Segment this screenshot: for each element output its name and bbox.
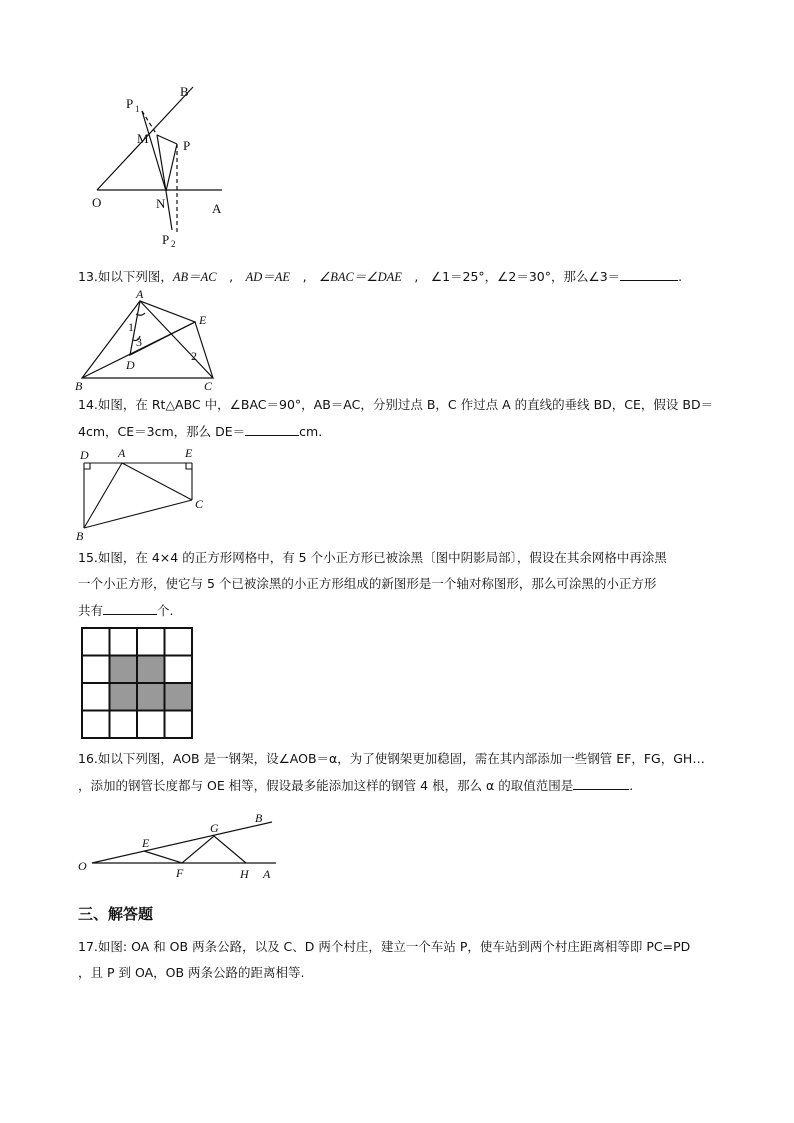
answer-blank-14[interactable] bbox=[245, 423, 299, 436]
label-e: E bbox=[185, 446, 193, 460]
label-e: E bbox=[142, 836, 150, 850]
segment-ba bbox=[84, 463, 122, 528]
q16-line2-end: . bbox=[629, 778, 634, 793]
segment-m-p bbox=[157, 135, 177, 144]
segment-n-p2 bbox=[166, 191, 172, 230]
label-d: D bbox=[80, 448, 89, 462]
grid-cell-shaded bbox=[110, 656, 138, 684]
segment-bc bbox=[84, 500, 192, 528]
label-b: B bbox=[76, 529, 84, 542]
figure-q15-grid bbox=[80, 626, 194, 740]
figure-q12 bbox=[80, 80, 240, 255]
grid-cell bbox=[110, 628, 138, 656]
right-angle-e bbox=[186, 463, 192, 469]
label-p2-sub: 2 bbox=[171, 239, 176, 249]
q13-condition-2: AD＝AE bbox=[245, 270, 291, 284]
q13-end: . bbox=[678, 269, 683, 284]
label-1: 1 bbox=[128, 320, 134, 334]
q13-sep-3: , bbox=[401, 269, 431, 284]
label-3: 3 bbox=[136, 335, 142, 349]
label-f: F bbox=[176, 866, 184, 880]
label-n: N bbox=[156, 196, 166, 211]
answer-blank-15[interactable] bbox=[103, 602, 157, 615]
figure-q13 bbox=[70, 284, 230, 394]
label-a: A bbox=[263, 867, 271, 881]
q13-rest: ∠1＝25°，∠2＝30°，那么∠3＝ bbox=[430, 269, 621, 284]
ray-ob bbox=[92, 822, 272, 863]
label-a: A bbox=[212, 201, 222, 216]
q15-line3-end: 个. bbox=[157, 603, 174, 618]
right-angle-d bbox=[84, 463, 90, 469]
label-2: 2 bbox=[191, 349, 197, 363]
triangle-abc bbox=[82, 301, 213, 378]
segment-p-n bbox=[166, 144, 177, 191]
grid-cell bbox=[165, 656, 193, 684]
label-p: P bbox=[183, 138, 191, 153]
label-p2: P bbox=[162, 232, 170, 247]
question-14-line-2 bbox=[78, 423, 322, 440]
figure-q14 bbox=[74, 442, 214, 542]
grid-cell bbox=[137, 711, 165, 739]
grid-cell bbox=[82, 656, 110, 684]
segment-p1-n bbox=[142, 111, 166, 191]
grid-cell-shaded bbox=[110, 683, 138, 711]
q13-sep-1: , bbox=[216, 269, 246, 284]
label-p1-sub: 1 bbox=[135, 104, 140, 114]
q15-line3-pre: 共有 bbox=[78, 603, 104, 618]
section-heading-3: 三、解答题 bbox=[78, 905, 154, 923]
label-e: E bbox=[199, 313, 207, 327]
figure-q16 bbox=[74, 808, 284, 888]
label-d: D bbox=[126, 358, 135, 372]
question-16-line-2 bbox=[78, 777, 633, 794]
label-o: O bbox=[92, 195, 102, 210]
grid-cell-shaded bbox=[137, 656, 165, 684]
label-b: B bbox=[75, 379, 83, 393]
q14-line2-pre: 4cm，CE＝3cm，那么 DE＝ bbox=[78, 424, 246, 439]
segment-m-n bbox=[157, 135, 166, 191]
question-15-line-3 bbox=[78, 602, 174, 619]
question-14-line-1: 14.如图，在 Rt△ABC 中，∠BAC＝90°，AB＝AC，分别过点 B，C 作过点 A 的直线的垂线 BD，CE，假设 BD＝ bbox=[78, 397, 714, 412]
question-17-line-1: 17.如图: OA 和 OB 两条公路，以及 C、D 两个村庄，建立一个车站 P，使车站到两个村庄距离相等即 PC=PD bbox=[78, 939, 691, 954]
segment-ac bbox=[122, 463, 192, 500]
label-m: M bbox=[137, 131, 149, 146]
label-o: O bbox=[78, 859, 87, 873]
label-p1: P bbox=[126, 96, 134, 111]
answer-blank-16[interactable] bbox=[573, 777, 629, 790]
grid-cell bbox=[82, 628, 110, 656]
q13-sep-2: , bbox=[290, 269, 320, 284]
question-15-line-2: 一个小正方形，使它与 5 个已被涂黑的小正方形组成的新图形是一个轴对称图形，那么可涂黑的小正方形 bbox=[78, 576, 657, 591]
q16-line2-pre: ，添加的钢管长度都与 OE 相等，假设最多能添加这样的钢管 4 根，那么 α 的取值范围是 bbox=[78, 778, 574, 793]
label-g: G bbox=[210, 821, 219, 835]
answer-blank-13[interactable] bbox=[620, 268, 678, 281]
grid-cell bbox=[82, 711, 110, 739]
label-h: H bbox=[240, 867, 249, 881]
grid-cell bbox=[165, 711, 193, 739]
grid-cell-shaded bbox=[137, 683, 165, 711]
segment-e-c bbox=[195, 322, 213, 378]
q14-line2-end: cm. bbox=[299, 424, 323, 439]
grid-cell bbox=[82, 683, 110, 711]
label-a: A bbox=[136, 287, 144, 301]
label-b: B bbox=[180, 84, 189, 99]
label-c: C bbox=[195, 497, 204, 511]
q13-condition-1: AB＝AC bbox=[172, 270, 217, 284]
segment-b-e bbox=[82, 322, 195, 378]
grid-cell bbox=[110, 711, 138, 739]
question-13 bbox=[78, 268, 682, 285]
question-15-line-1: 15.如图，在 4×4 的正方形网格中，有 5 个小正方形已被涂黑〔图中阴影局部〕，假设在其余网格中再涂黑 bbox=[78, 550, 667, 565]
question-16-line-1: 16.如以下列图，AOB 是一钢架，设∠AOB＝α，为了使钢架更加稳固，需在其内部添加一些钢管 EF，FG，GH… bbox=[78, 751, 705, 766]
q13-condition-3: ∠BAC＝∠DAE bbox=[319, 270, 402, 284]
grid-cell-shaded bbox=[165, 683, 193, 711]
grid-cell bbox=[165, 628, 193, 656]
question-17-line-2: ，且 P 到 OA，OB 两条公路的距离相等. bbox=[78, 965, 305, 980]
label-b: B bbox=[255, 811, 263, 825]
grid-cell bbox=[137, 628, 165, 656]
label-a: A bbox=[118, 446, 126, 460]
q13-prefix: 13.如以下列图， bbox=[78, 269, 173, 284]
label-c: C bbox=[204, 379, 213, 393]
